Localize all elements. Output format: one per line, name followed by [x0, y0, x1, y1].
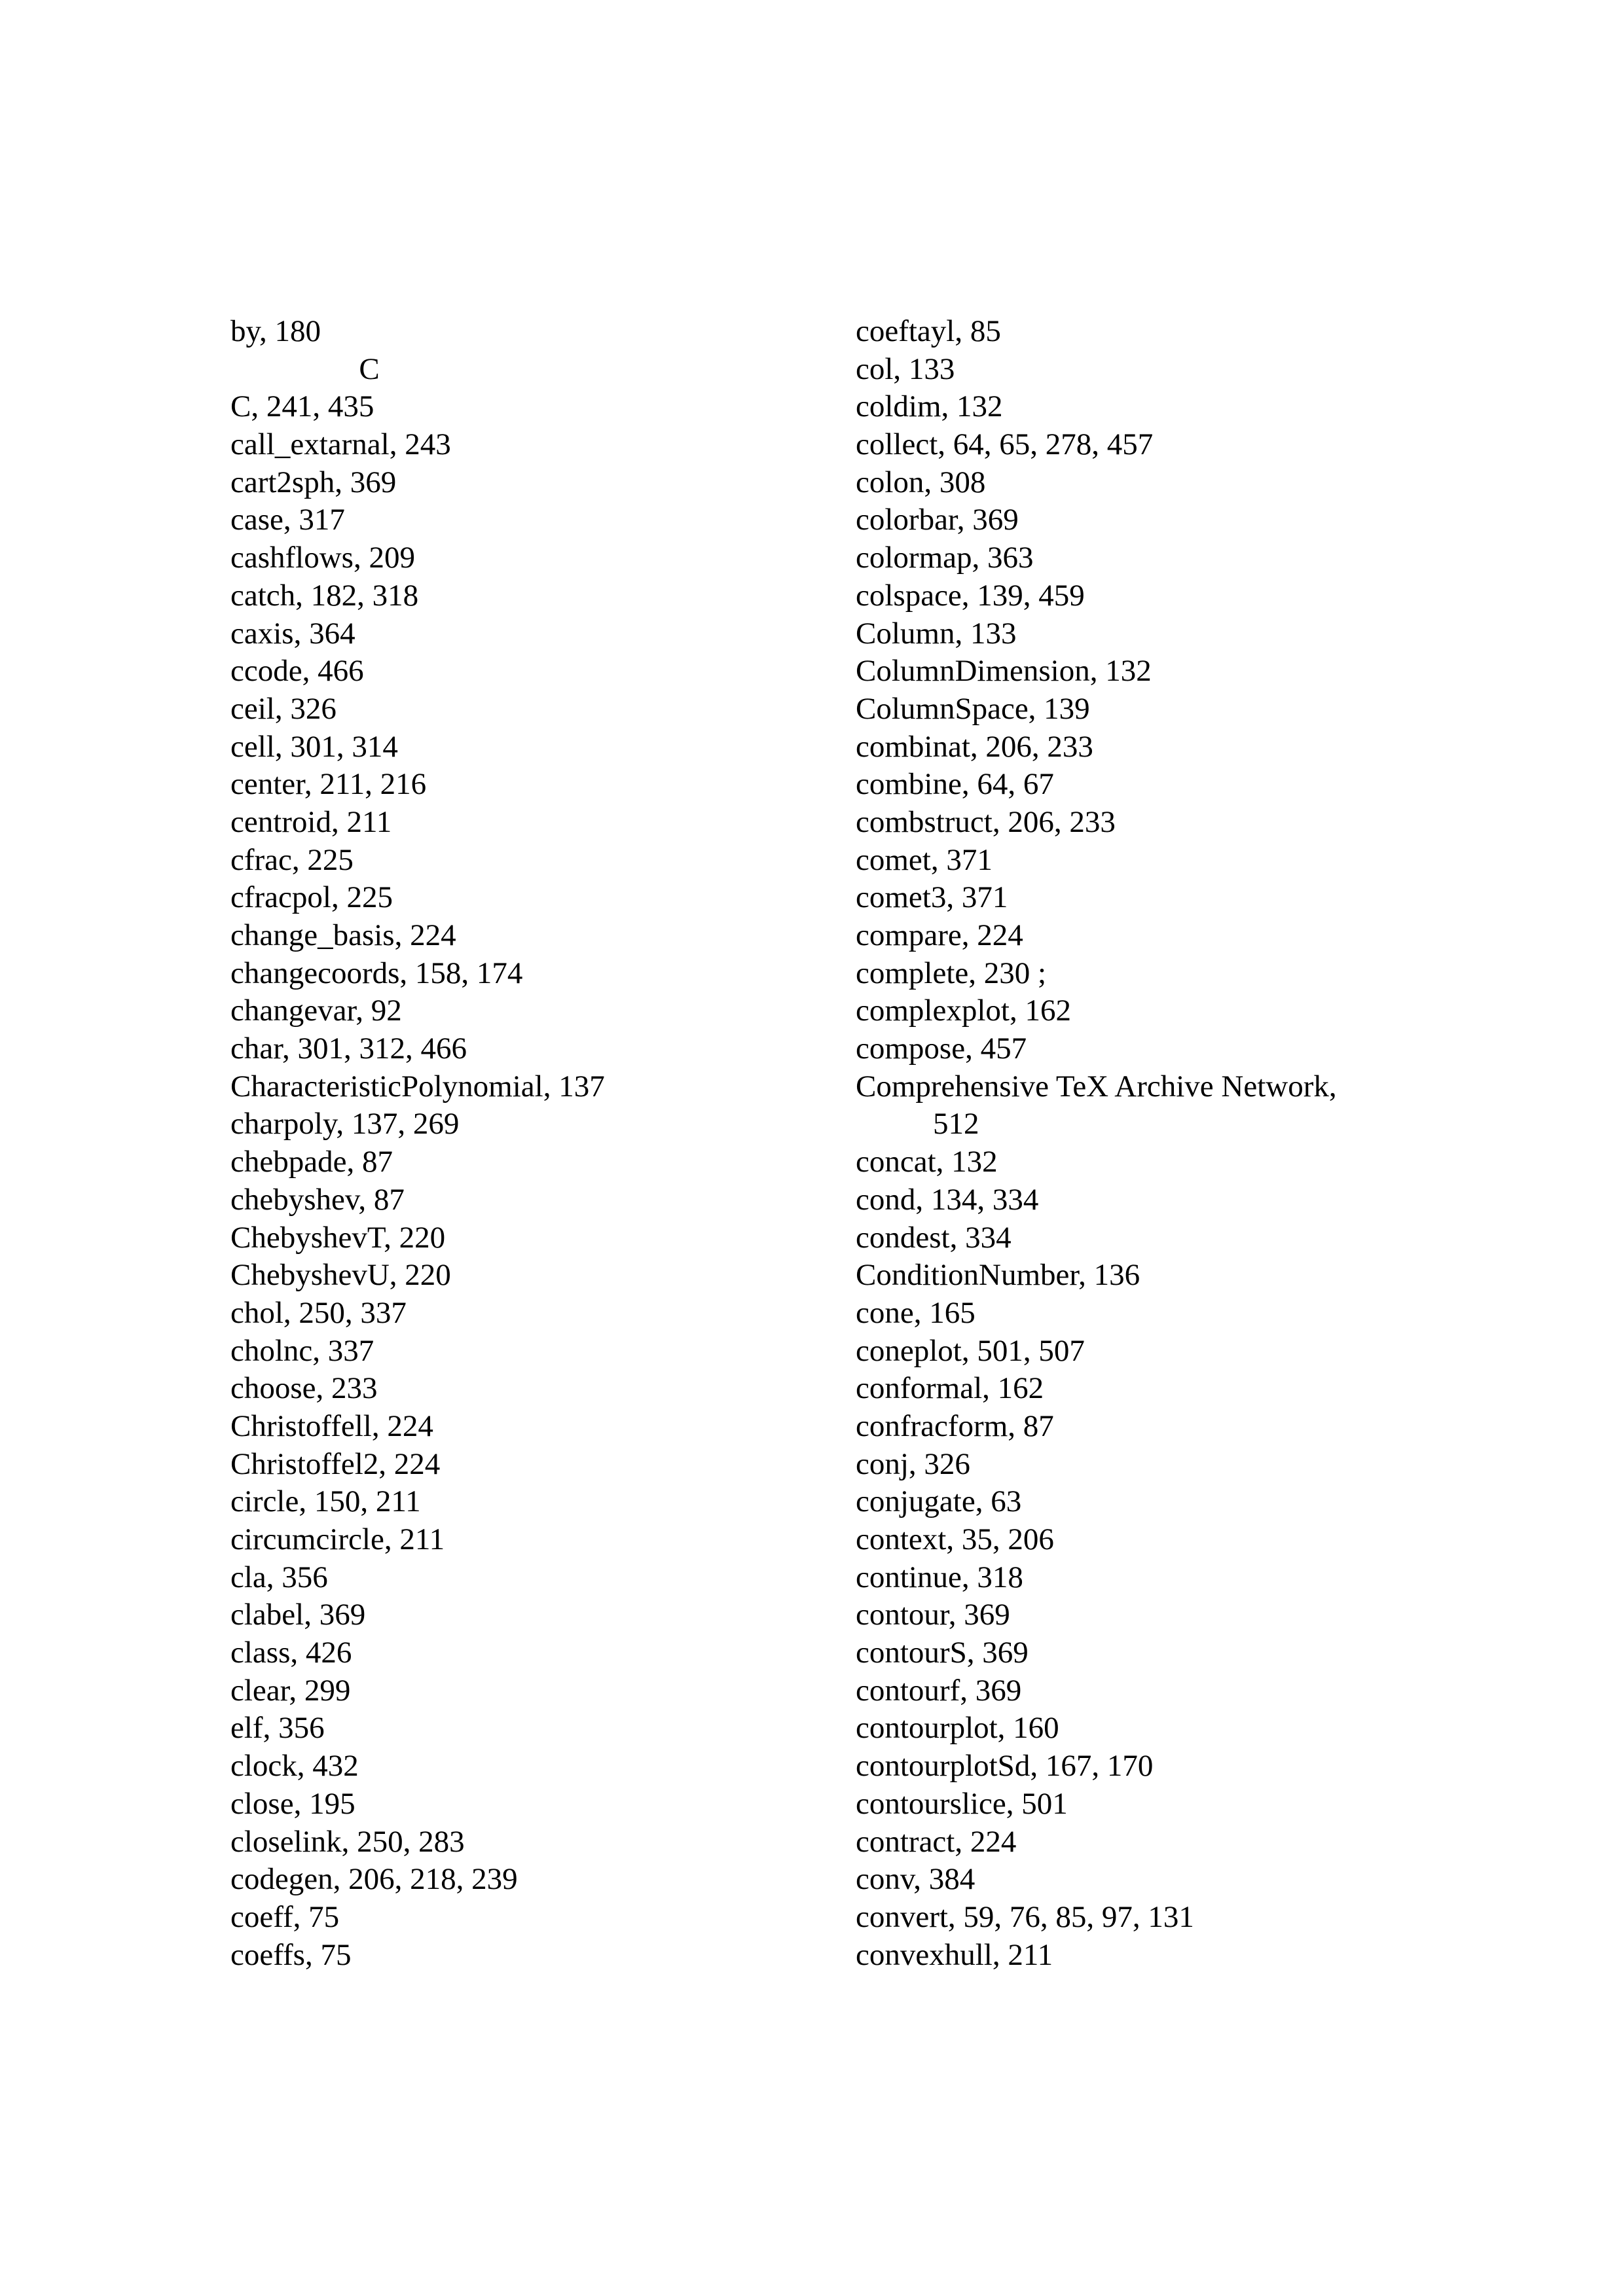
index-entry: char, 301, 312, 466: [230, 1031, 467, 1066]
index-entry: caxis, 364: [230, 616, 356, 651]
index-column-right: [856, 313, 1445, 1974]
index-entry: conformal, 162: [856, 1371, 1044, 1406]
index-entry: cholnc, 337: [230, 1333, 374, 1368]
index-entry: cell, 301, 314: [230, 729, 398, 764]
index-entry: coldim, 132: [856, 389, 1003, 424]
index-entry: conjugate, 63: [856, 1484, 1022, 1519]
index-entry: complete, 230 ;: [856, 956, 1047, 990]
index-entry: coeftayl, 85: [856, 314, 1001, 348]
index-entry: ConditionNumber, 136: [856, 1258, 1140, 1293]
index-entry: chebpade, 87: [230, 1145, 393, 1179]
index-entry: convert, 59, 76, 85, 97, 131: [856, 1899, 1194, 1934]
index-entry: center, 211, 216: [230, 767, 427, 802]
index-entry: elf, 356: [230, 1711, 325, 1746]
index-entry: cart2sph, 369: [230, 465, 397, 499]
index-entry: change_basis, 224: [230, 918, 456, 952]
index-entry: cfracpol, 225: [230, 880, 393, 915]
index-entry: circle, 150, 211: [230, 1484, 421, 1519]
index-entry: changecoords, 158, 174: [230, 956, 523, 990]
index-entry: context, 35, 206: [856, 1522, 1054, 1556]
index-entry: ChebyshevU, 220: [230, 1258, 451, 1293]
index-entry: chol, 250, 337: [230, 1295, 407, 1330]
index-entry: comet3, 371: [856, 880, 1008, 915]
index-entry: condest, 334: [856, 1220, 1012, 1255]
index-entry: by, 180: [230, 314, 321, 348]
index-entry: circumcircle, 211: [230, 1522, 445, 1556]
index-entry: closelink, 250, 283: [230, 1824, 465, 1859]
index-entry: clabel, 369: [230, 1598, 366, 1632]
index-entry: Christoffell, 224: [230, 1408, 433, 1443]
index-entry: Column, 133: [856, 616, 1017, 651]
index-entry: contourf, 369: [856, 1673, 1022, 1708]
index-entry: charpoly, 137, 269: [230, 1107, 460, 1141]
index-entry: ceil, 326: [230, 691, 337, 726]
index-entry: CharacteristicPolynomial, 137: [230, 1069, 605, 1103]
index-entry: colspace, 139, 459: [856, 578, 1085, 613]
index-entry: coneplot, 501, 507: [856, 1333, 1085, 1368]
index-entry: colon, 308: [856, 465, 986, 499]
index-entry: contract, 224: [856, 1824, 1017, 1859]
index-entry: cashflows, 209: [230, 541, 415, 575]
index-entry: conv, 384: [856, 1862, 976, 1897]
index-entry: contourS, 369: [856, 1636, 1029, 1670]
index-entry: ColumnDimension, 132: [856, 654, 1152, 689]
index-entry: combine, 64, 67: [856, 767, 1054, 802]
index-entry: codegen, 206, 218, 239: [230, 1862, 518, 1897]
index-entry: Comprehensive TeX Archive Network,: [856, 1069, 1337, 1103]
index-entry: cond, 134, 334: [856, 1182, 1039, 1217]
index-entry: contour, 369: [856, 1598, 1010, 1632]
index-entry: comet, 371: [856, 842, 993, 877]
index-entry: combinat, 206, 233: [856, 729, 1093, 764]
index-entry: compose, 457: [856, 1031, 1027, 1066]
index-entry-continuation: 512: [933, 1107, 979, 1141]
index-entry: coeff, 75: [230, 1899, 340, 1934]
index-entry: cone, 165: [856, 1295, 976, 1330]
index-entry: complexplot, 162: [856, 994, 1071, 1028]
index-entry: centroid, 211: [230, 804, 392, 839]
index-entry: case, 317: [230, 503, 345, 537]
index-entry: ccode, 466: [230, 654, 364, 689]
index-entry: convexhull, 211: [856, 1937, 1053, 1972]
index-entry: ChebyshevT, 220: [230, 1220, 446, 1255]
index-entry: class, 426: [230, 1636, 352, 1670]
index-entry: coeffs, 75: [230, 1937, 352, 1972]
index-entry: continue, 318: [856, 1560, 1023, 1594]
index-entry: Christoffel2, 224: [230, 1446, 441, 1481]
index-column-left: [230, 313, 807, 1974]
index-entry: contourslice, 501: [856, 1786, 1068, 1821]
index-entry: chebyshev, 87: [230, 1182, 405, 1217]
index-entry: C, 241, 435: [230, 389, 374, 424]
index-entry: catch, 182, 318: [230, 578, 419, 613]
index-entry: cla, 356: [230, 1560, 328, 1594]
index-entry: contourplot, 160: [856, 1711, 1059, 1746]
index-entry: clear, 299: [230, 1673, 351, 1708]
index-entry: col, 133: [856, 351, 955, 386]
index-entry: conj, 326: [856, 1446, 970, 1481]
index-entry: collect, 64, 65, 278, 457: [856, 427, 1154, 462]
index-entry: cfrac, 225: [230, 842, 354, 877]
section-letter-heading: C: [359, 351, 380, 386]
index-entry: colorbar, 369: [856, 503, 1019, 537]
index-entry: choose, 233: [230, 1371, 378, 1406]
index-entry: contourplotSd, 167, 170: [856, 1749, 1154, 1784]
index-entry: ColumnSpace, 139: [856, 691, 1090, 726]
index-entry: call_extarnal, 243: [230, 427, 451, 462]
index-entry: concat, 132: [856, 1145, 998, 1179]
index-entry: close, 195: [230, 1786, 356, 1821]
index-entry: compare, 224: [856, 918, 1023, 952]
index-entry: clock, 432: [230, 1749, 359, 1784]
index-entry: colormap, 363: [856, 541, 1034, 575]
index-entry: confracform, 87: [856, 1408, 1054, 1443]
index-entry: combstruct, 206, 233: [856, 804, 1116, 839]
index-entry: changevar, 92: [230, 994, 402, 1028]
